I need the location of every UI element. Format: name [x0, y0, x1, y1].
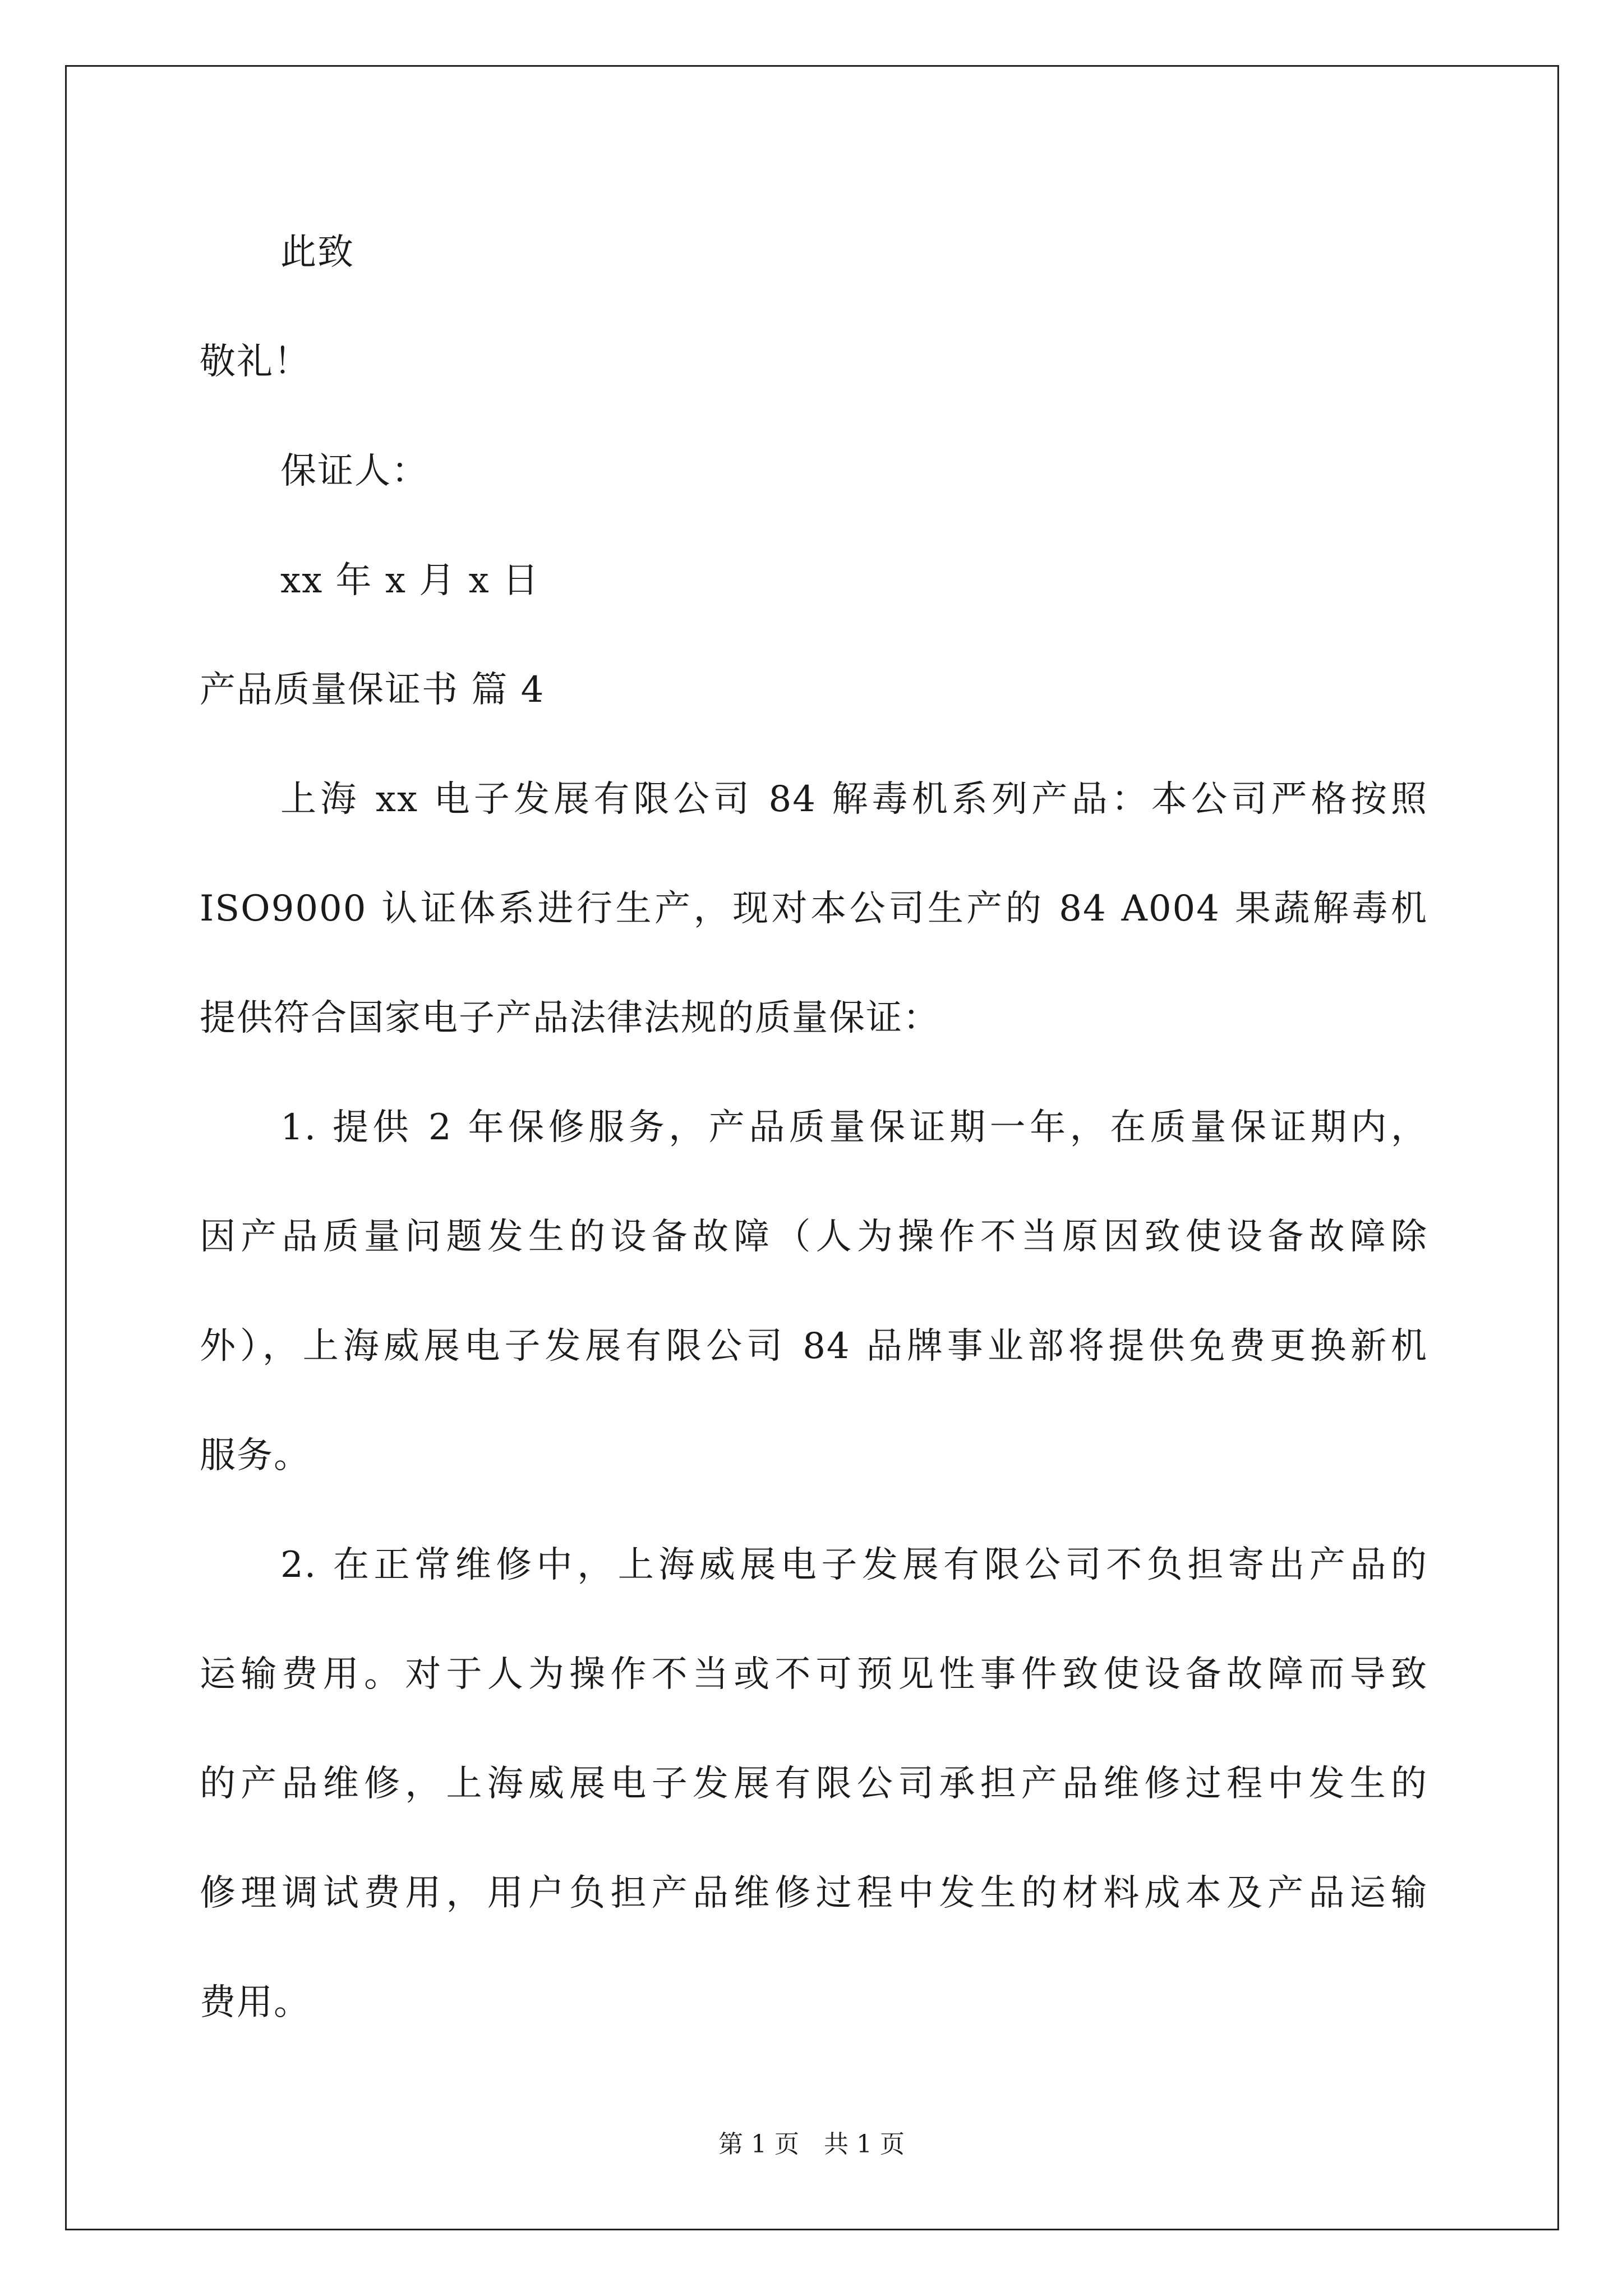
paragraph-1-line-2: ISO9000 认证体系进行生产，现对本公司生产的 84 A004 果蔬解毒机 [200, 888, 1428, 930]
page-number: 第 1 页 共 1 页 [718, 2130, 905, 2159]
guarantor-label: 保证人： [280, 450, 428, 492]
date-line: xx 年 x 月 x 日 [280, 560, 540, 601]
section-heading: 产品质量保证书 篇 4 [200, 669, 545, 711]
paragraph-3-line-3: 的产品维修，上海威展电子发展有限公司承担产品维修过程中发生的 [200, 1763, 1428, 1805]
paragraph-2-line-4: 服务。 [200, 1435, 311, 1476]
paragraph-3-line-2: 运输费用。对于人为操作不当或不可预见性事件致使设备故障而导致 [200, 1654, 1428, 1695]
paragraph-2-line-1: 1. 提供 2 年保修服务，产品质量保证期一年，在质量保证期内， [280, 1107, 1428, 1148]
paragraph-1-line-1: 上海 xx 电子发展有限公司 84 解毒机系列产品：本公司严格按照 [280, 779, 1428, 820]
paragraph-1-line-3: 提供符合国家电子产品法律法规的质量保证： [200, 997, 940, 1039]
paragraph-3-line-4: 修理调试费用，用户负担产品维修过程中发生的材料成本及产品运输 [200, 1872, 1428, 1914]
paragraph-3-line-1: 2. 在正常维修中，上海威展电子发展有限公司不负担寄出产品的 [280, 1544, 1428, 1586]
paragraph-2-line-2: 因产品质量问题发生的设备故障（人为操作不当原因致使设备故障除 [200, 1216, 1428, 1258]
closing-salutation: 此致 [280, 232, 354, 273]
closing-respect: 敬礼！ [200, 341, 311, 383]
paragraph-3-line-5: 费用。 [200, 1982, 311, 2023]
paragraph-2-line-3: 外），上海威展电子发展有限公司 84 品牌事业部将提供免费更换新机 [200, 1326, 1428, 1367]
